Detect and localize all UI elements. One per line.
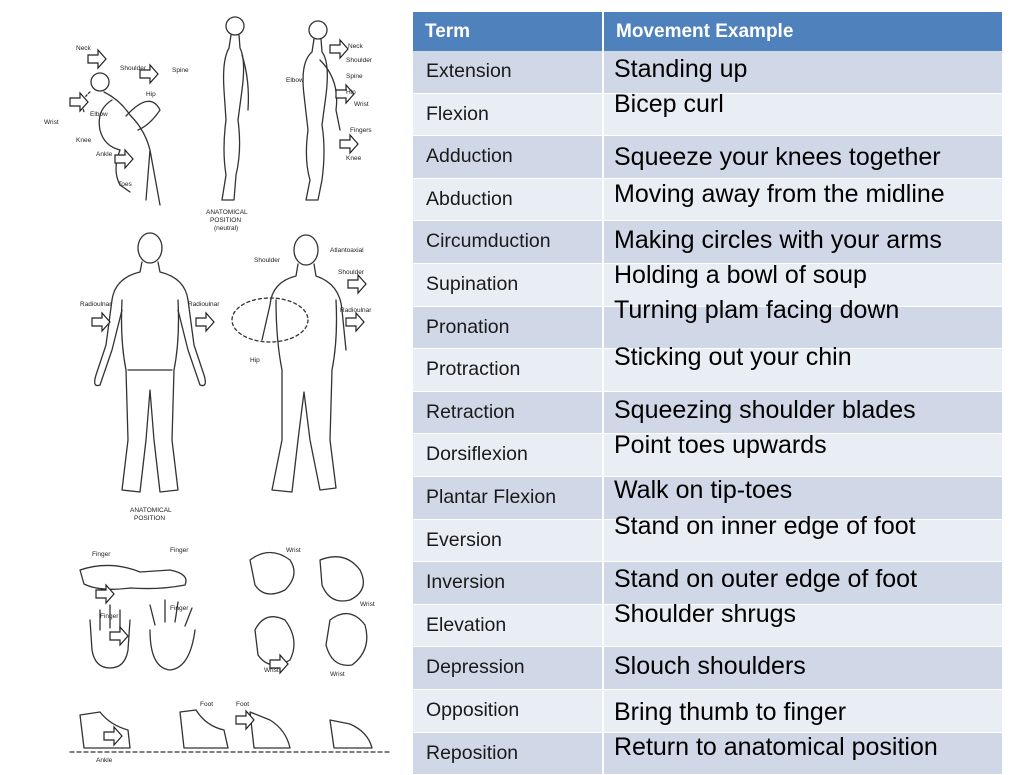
example-cell [603,221,1003,264]
figure-label: Atlantoaxial [330,247,364,254]
figure-label: Hip [146,91,156,98]
table-row [413,689,1003,732]
table-row [413,604,1003,647]
term-text: Retraction [426,400,515,423]
figure-label: Radioulnar [80,301,112,308]
example-text: Turning plam facing down [614,295,900,324]
term-cell [413,476,603,519]
movement-terms-table [413,12,1004,775]
header-row [413,12,1003,51]
term-cell [413,391,603,434]
column-header-movement-example: Movement Example [603,12,1003,51]
example-text: Bring thumb to finger [614,697,847,726]
example-cell [603,689,1003,732]
figure-label: Shoulder [346,57,373,64]
arrow-icon [348,275,366,293]
figure-label: Foot [200,701,214,708]
figure-caption: POSITION [210,217,242,224]
arrow-icon [96,585,114,603]
example-text: Holding a bowl of soup [614,260,867,289]
table-row [413,519,1003,562]
example-cell [603,343,1003,392]
term-cell [413,349,603,392]
table-row [413,178,1003,221]
example-text: Walk on tip-toes [614,475,793,504]
figure-label: Wrist [286,547,301,554]
example-cell [603,732,1003,775]
example-text: Shoulder shrugs [614,599,797,628]
anatomical-position-front-drawing [95,233,206,492]
figure-label: Neck [348,43,363,50]
figure-caption: ANATOMICAL [130,507,172,514]
term-text: Reposition [426,741,519,764]
table-row [413,647,1003,690]
term-text: Plantar Flexion [426,485,557,508]
figure-label: Hip [250,357,260,364]
figure-caption: (neutral) [214,225,239,232]
figure-caption: POSITION [134,515,166,522]
figure-label: Wrist [264,667,279,674]
term-cell [413,647,603,690]
figure-label: Radioulnar [340,307,372,314]
term-cell [413,306,603,349]
figure-label: Shoulder [254,257,281,264]
term-text: Dorsiflexion [426,443,528,466]
term-text: Extension [426,60,512,82]
anatomy-illustration [0,0,408,768]
figure-label: Wrist [44,119,59,126]
term-text: Depression [426,656,525,679]
figure-label: Wrist [354,101,369,108]
figure-label: Elbow [286,77,304,84]
figure-label: Spine [346,73,363,80]
figure-label: Knee [76,137,92,144]
example-cell [603,391,1003,434]
example-text: Stand on inner edge of foot [614,511,916,540]
example-cell [603,51,1003,93]
table-header [413,12,1003,51]
arrow-icon [104,727,122,745]
table-row [413,51,1003,93]
example-cell [603,562,1003,605]
example-text: Sticking out your chin [614,343,852,372]
figure-label: Ankle [96,757,113,764]
table-row [413,434,1003,477]
table-row [413,136,1003,179]
term-text: Flexion [426,102,489,125]
example-text: Making circles with your arms [614,226,942,255]
term-cell [413,562,603,605]
figure-label: Finger [100,613,119,620]
example-cell [603,136,1003,179]
example-text: Squeeze your knees together [614,143,941,172]
term-text: Protraction [426,358,521,381]
term-text: Abduction [426,187,513,210]
figure-label: Wrist [360,601,375,608]
term-cell [413,178,603,221]
term-cell [413,51,603,93]
term-cell [413,689,603,732]
figure-label: Finger [92,551,111,558]
table-row [413,221,1003,264]
figure-label: Finger [170,605,189,612]
arrow-icon [340,135,358,153]
example-cell [603,431,1003,477]
arrow-icon [88,50,106,68]
figure-label: Finger [170,547,189,554]
term-text: Supination [426,272,519,295]
table-row [413,562,1003,605]
arrow-icon [346,313,364,331]
term-cell [413,732,603,775]
figure-label: Shoulder [338,269,365,276]
example-text: Standing up [614,55,748,83]
figure-label: Hip [346,89,356,96]
figure-caption: ANATOMICAL [206,209,248,216]
example-cell [603,178,1003,221]
example-text: Squeezing shoulder blades [614,395,916,424]
hands-feet-drawing [70,553,390,753]
arrow-icon [92,313,110,331]
figure-label: Ankle [96,151,113,158]
anatomy-drawing [0,0,408,768]
arrow-icon [115,150,133,168]
table-row [413,93,1003,136]
term-text: Adduction [426,145,513,168]
term-cell [413,221,603,264]
figure-label: Foot [236,701,250,708]
figure-label: Toes [118,181,132,188]
example-text: Moving away from the midline [614,179,945,208]
example-text: Point toes upwards [614,431,827,460]
arrow-icon [70,93,88,111]
term-cell [413,263,603,306]
example-text: Slouch shoulders [614,652,806,681]
term-cell [413,519,603,562]
anatomical-position-side-drawing [222,17,248,200]
figure-label: Elbow [90,111,108,118]
arrow-icon [196,313,214,331]
figure-label: Knee [346,155,362,162]
figure-label: Neck [76,45,91,52]
figure-label: Wrist [330,671,345,678]
term-text: Circumduction [426,230,551,253]
term-text: Opposition [426,698,520,721]
example-text: Return to anatomical position [614,732,938,761]
column-header-term: Term [413,12,603,51]
term-cell [413,93,603,136]
example-cell [603,89,1003,136]
terms-table [413,12,1004,775]
term-text: Inversion [426,571,506,594]
figure-label: Fingers [350,127,372,134]
example-cell [603,599,1003,647]
table-row [413,349,1003,392]
term-cell [413,136,603,179]
table-body [413,51,1003,775]
figure-label: Shoulder [120,65,147,72]
arrow-icon [330,40,348,58]
example-cell [603,647,1003,690]
example-text: Bicep curl [614,89,724,118]
term-text: Eversion [426,528,502,551]
example-cell [603,511,1003,562]
figure-label: Radioulnar [188,301,220,308]
table-row [413,732,1003,775]
term-text: Elevation [426,613,507,636]
term-text: Pronation [426,315,510,338]
term-cell [413,604,603,647]
figure-label: Spine [172,67,189,74]
term-cell [413,434,603,477]
table-row [413,391,1003,434]
example-text: Stand on outer edge of foot [614,565,918,594]
arrow-icon [110,627,128,645]
